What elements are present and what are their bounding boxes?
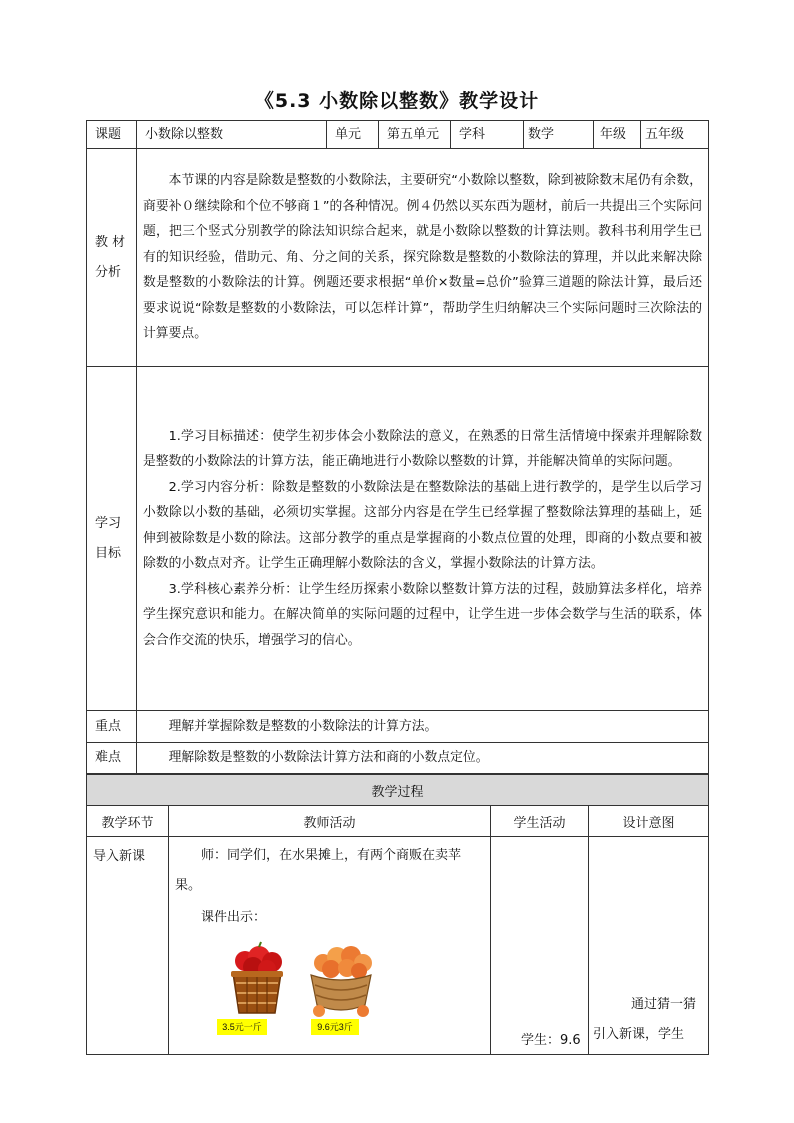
key-point-text: 理解并掌握除数是整数的小数除法的计算方法。 [137,711,709,743]
goals-label-line1: 学习 [95,515,122,531]
intent-line: 通过猜一猜 [631,997,697,1012]
teacher-activity-cell [169,837,491,1055]
unit-label: 单元 [327,121,379,149]
key-point-label: 重点 [87,711,137,743]
document-title: 《5.3 小数除以整数》教学设计 [254,90,540,112]
analysis-text: 本节课的内容是除数是整数的小数除法，主要研究“小数除以整数，除到被除数末尾仍有余数，商要补０继续除和个位不够商１”的各种情况。例４仍然以买东西为题材，前后一共提出三个实际问题，把三个竖式分别教学的除法知识综合起来，就是小数除以整数的计算法则。教科书利用学生已有的知识经验，借助元、角、分之间的关系，探究除数是整数的小数除法的算理，并以此来解决除数是整数的小数除法的计算。例题还要求根据“单价×数量=总价”验算三道题的除法计算，最后还要求说说“除数是整数的小数除法，可以怎样计算”，帮助学生归纳解决三个实际问题时三次除法的计算要点。 [137,149,709,367]
price-tag-peaches: 9.6元3斤 [311,1019,359,1035]
process-columns-row [87,806,709,837]
grade-label: 年级 [594,121,641,149]
fruit-baskets-illustration [175,941,484,1041]
column-stage: 教学环节 [87,806,169,837]
analysis-label-line1: 教 材 [95,234,126,250]
goals-row [87,367,709,711]
analysis-row [87,149,709,367]
price-tag-apples: 3.5元一斤 [217,1019,267,1035]
process-header-row [87,775,709,806]
goals-label [87,367,137,711]
apple-basket-icon [217,941,297,1021]
column-student: 学生活动 [491,806,589,837]
subject-label: 学科 [451,121,524,149]
teaching-process-table [86,774,709,1055]
difficulty-text: 理解除数是整数的小数除法计算方法和商的小数点定位。 [137,743,709,774]
goal-item: 2.学习内容分析：除数是整数的小数除法是在整数除法的基础上进行教学的，是学生以后学习小数除以小数的基础，必须切实掌握。这部分内容是在学生已经掌握了整数除法算理的基础上，延伸到被除数是小数的除法。这部分教学的重点是掌握商的小数点位置的处理，即商的小数点要和被除数的小数点对齐。让学生正确理解小数除法的含义，掌握小数除法的计算方法。 [143,479,702,572]
goal-item: 3.学科核心素养分析：让学生经历探索小数除以整数计算方法的过程，鼓励算法多样化，培养学生探究意识和能力。在解决简单的实际问题的过程中，让学生进一步体会数学与生活的联系，体会合作交流的快乐，增强学习的信心。 [143,581,702,648]
column-teacher: 教师活动 [169,806,491,837]
process-header: 教学过程 [87,775,709,806]
analysis-label-line2: 分析 [95,264,122,280]
intent-line: 引入新课，学生 [593,1027,685,1042]
column-intent: 设计意图 [589,806,709,837]
teacher-line: 师：同学们，在水果摊上，有两个商贩在卖苹果。 [175,848,462,893]
info-row [87,121,709,149]
student-activity-cell: 学生：9.6 [491,837,589,1055]
lesson-info-table [86,120,709,774]
process-row [87,837,709,1055]
difficulty-row [87,743,709,774]
analysis-label [87,149,137,367]
key-point-row [87,711,709,743]
peach-basket-icon [301,941,381,1021]
course-value: 小数除以整数 [137,121,327,149]
goal-item: 1.学习目标描述：使学生初步体会小数除法的意义，在熟悉的日常生活情境中探索并理解除数是整数的小数除法的计算方法，能正确地进行小数除以整数的计算，并能解决简单的实际问题。 [143,428,702,470]
unit-value: 第五单元 [379,121,451,149]
grade-value: 五年级 [641,121,709,149]
design-intent-cell [589,837,709,1055]
stage-cell: 导入新课 [87,837,169,1055]
teacher-line: 课件出示： [201,910,267,925]
goals-label-line2: 目标 [95,545,122,561]
subject-value: 数学 [524,121,594,149]
difficulty-label: 难点 [87,743,137,774]
goals-text [137,367,709,711]
course-label: 课题 [87,121,137,149]
